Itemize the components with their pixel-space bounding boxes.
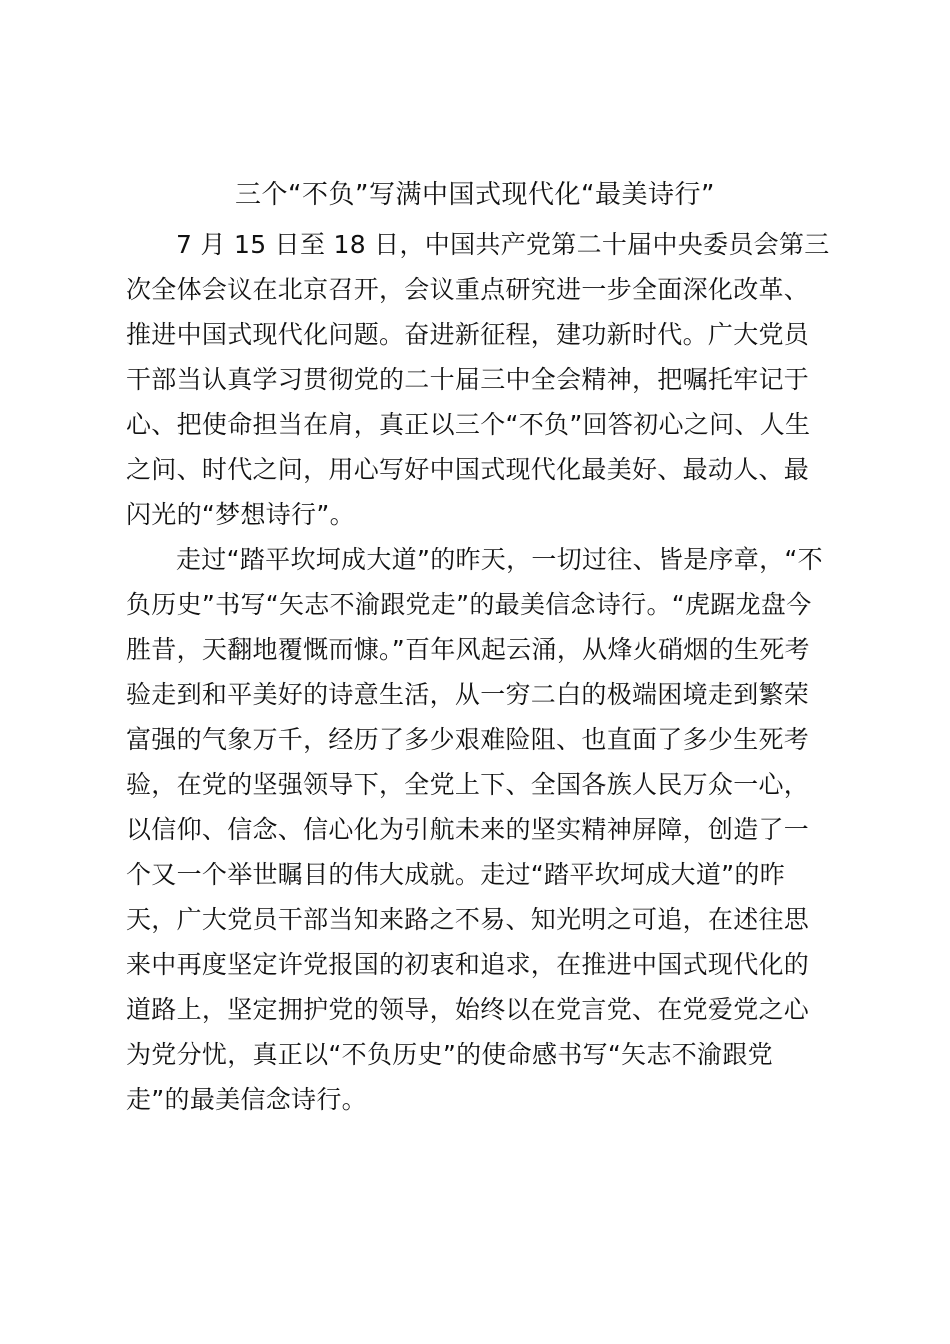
paragraph-line: 心、把使命担当在肩，真正以三个“不负”回答初心之问、人生 <box>126 410 811 439</box>
paragraph-line: 负历史”书写“矢志不渝跟党走”的最美信念诗行。“虎踞龙盘今 <box>126 590 812 619</box>
paragraph-line: 胜昔，天翻地覆慨而慷。”百年风起云涌，从烽火硝烟的生死考 <box>126 635 810 664</box>
paragraph-line: 道路上，坚定拥护党的领导，始终以在党言党、在党爱党之心 <box>126 995 810 1024</box>
paragraph-line: 之问、时代之问，用心写好中国式现代化最美好、最动人、最 <box>126 455 810 484</box>
paragraph-line: 次全体会议在北京召开，会议重点研究进一步全面深化改革、 <box>126 275 810 304</box>
paragraph-line: 走”的最美信念诗行。 <box>126 1085 367 1114</box>
paragraph-line: 7 月 15 日至 18 日，中国共产党第二十届中央委员会第三 <box>176 230 830 259</box>
paragraph-line: 闪光的“梦想诗行”。 <box>126 500 355 529</box>
paragraph-line: 干部当认真学习贯彻党的二十届三中全会精神，把嘱托牢记于 <box>126 365 810 394</box>
document-title: 三个“不负”写满中国式现代化“最美诗行” <box>235 180 715 210</box>
paragraph-line: 推进中国式现代化问题。奋进新征程，建功新时代。广大党员 <box>126 320 810 349</box>
paragraph-line: 验走到和平美好的诗意生活，从一穷二白的极端困境走到繁荣 <box>126 680 810 709</box>
paragraph-line: 以信仰、信念、信心化为引航未来的坚实精神屏障，创造了一 <box>126 815 810 844</box>
paragraph-line: 走过“踏平坎坷成大道”的昨天，一切过往、皆是序章，“不 <box>176 545 823 574</box>
paragraph-line: 天，广大党员干部当知来路之不易、知光明之可追，在述往思 <box>126 905 810 934</box>
paragraph-line: 验，在党的坚强领导下，全党上下、全国各族人民万众一心， <box>126 770 810 799</box>
paragraph-line: 来中再度坚定许党报国的初衷和追求，在推进中国式现代化的 <box>126 950 810 979</box>
paragraph-line: 富强的气象万千，经历了多少艰难险阻、也直面了多少生死考 <box>126 725 810 754</box>
paragraph-line: 个又一个举世瞩目的伟大成就。走过“踏平坎坷成大道”的昨 <box>126 860 786 889</box>
paragraph-line: 为党分忧，真正以“不负历史”的使命感书写“矢志不渝跟党 <box>126 1040 773 1069</box>
